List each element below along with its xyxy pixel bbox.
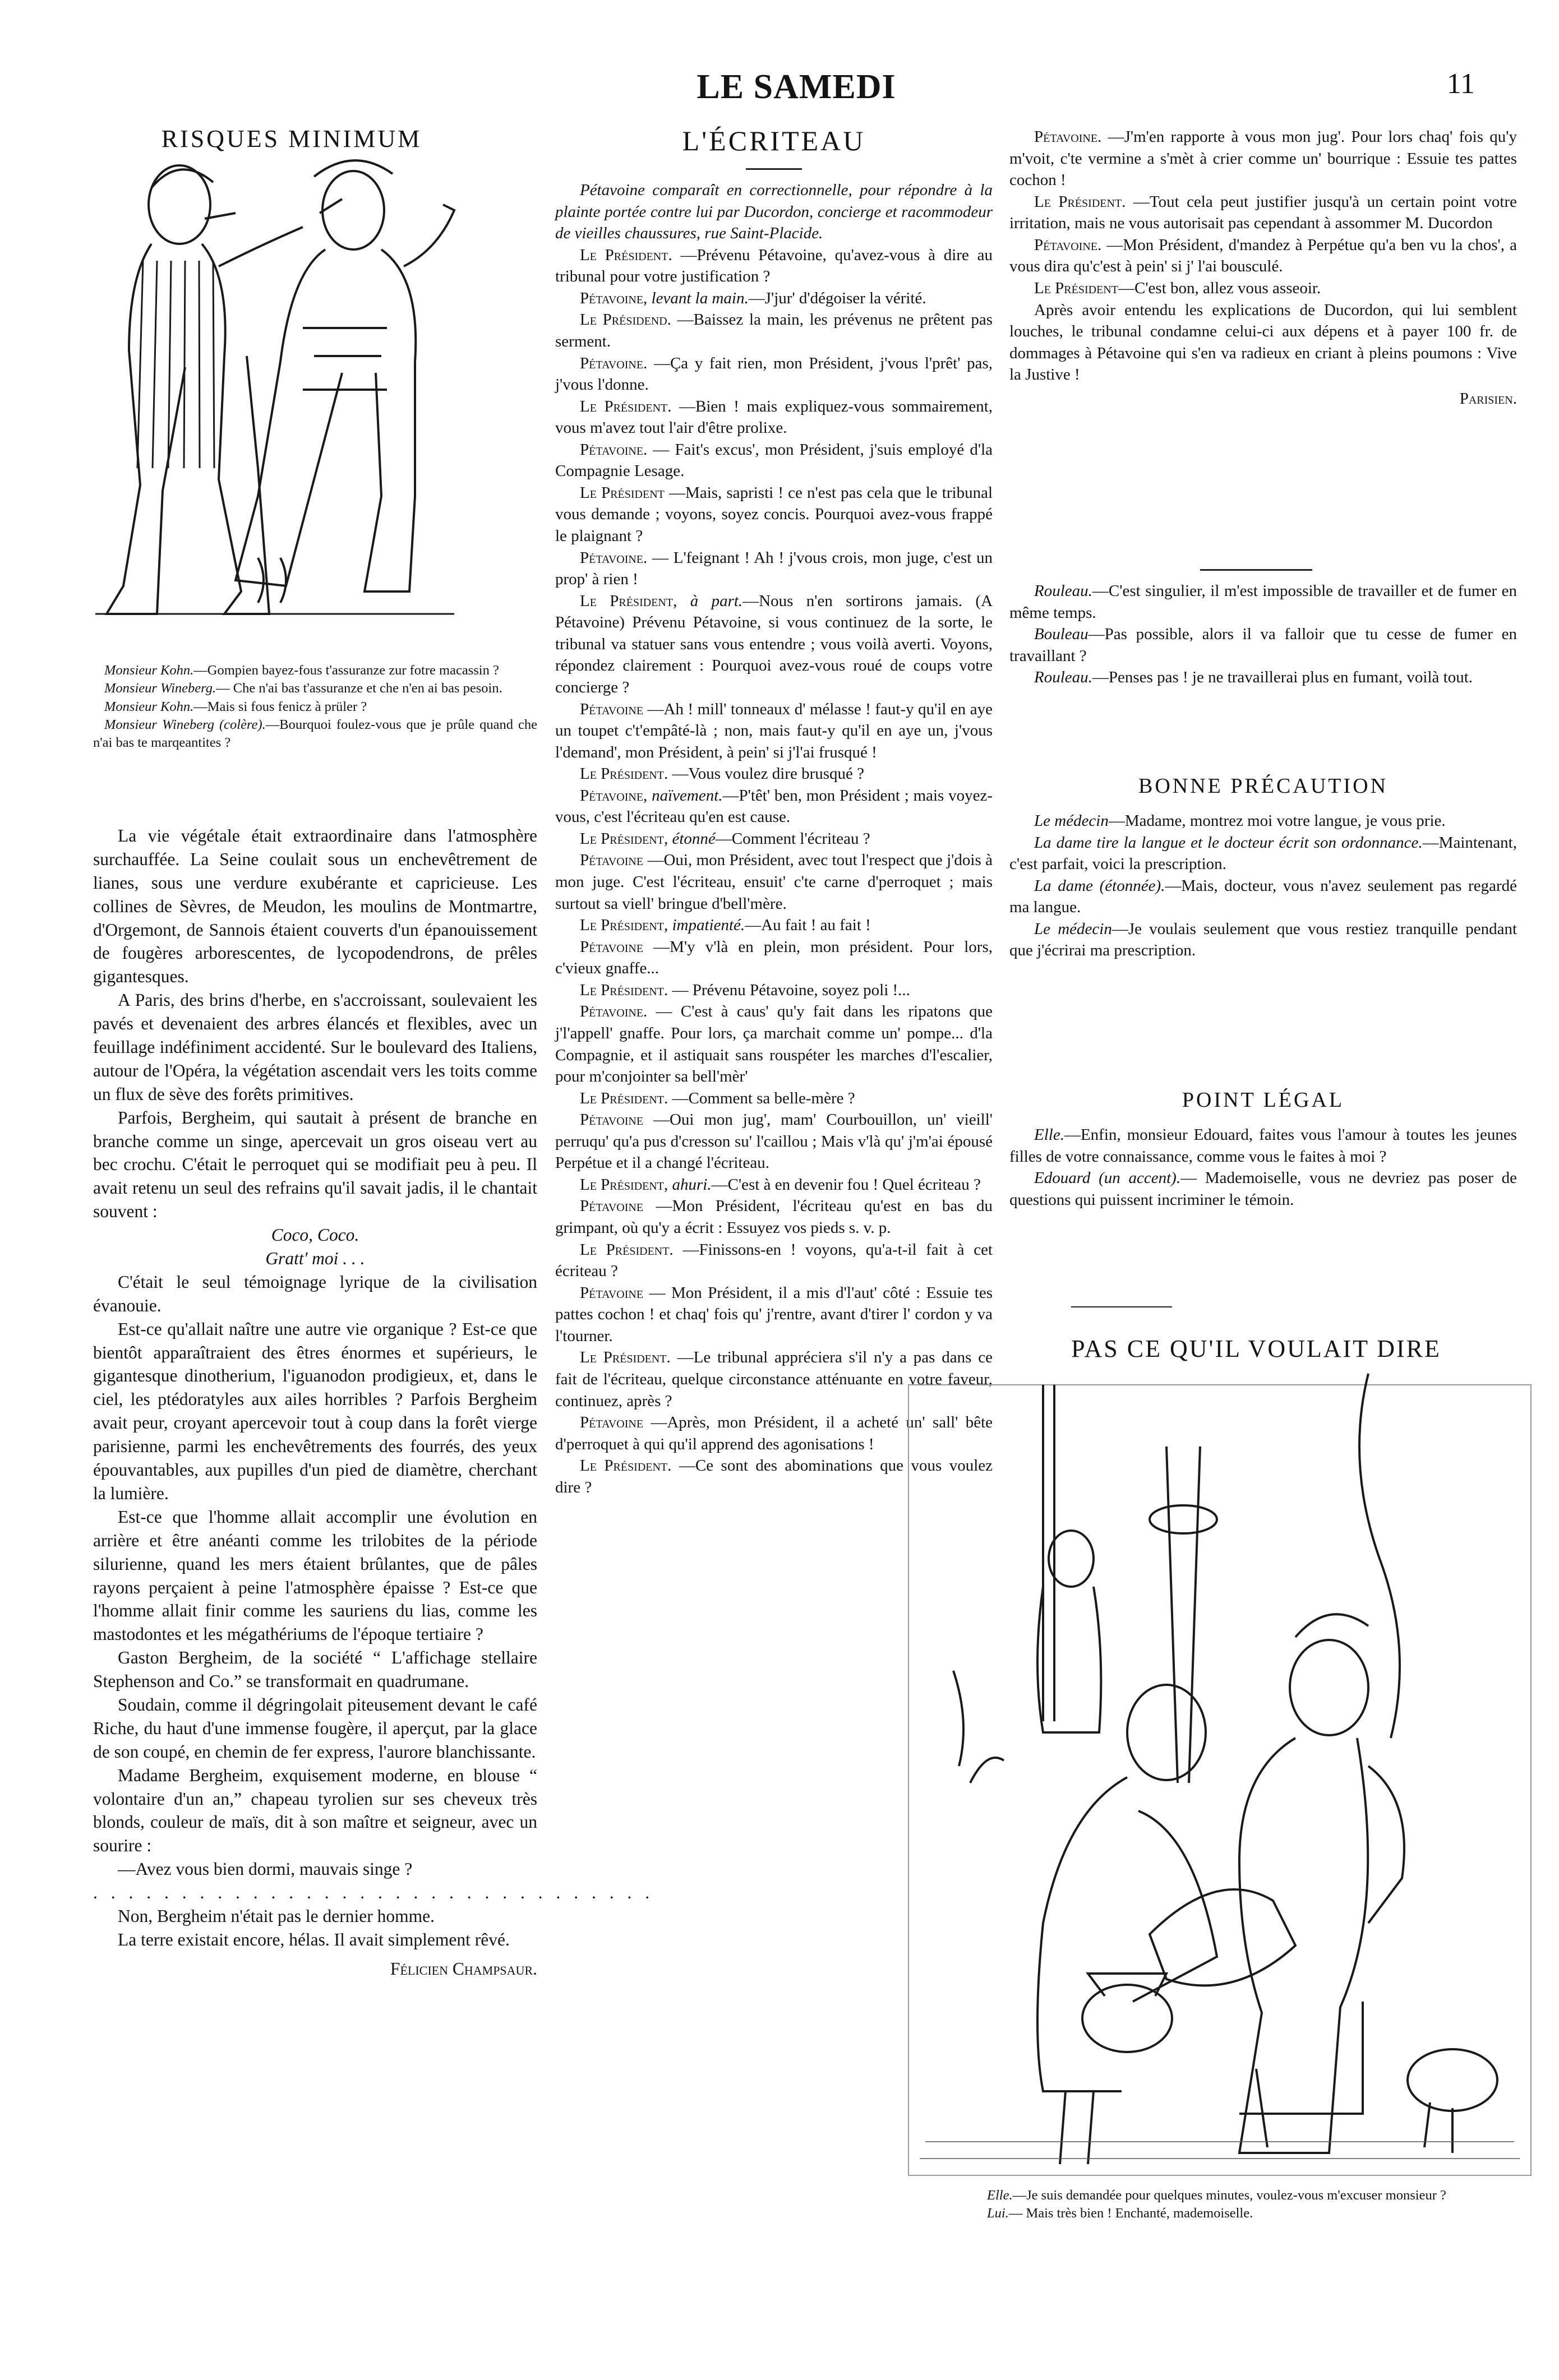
paragraph: La vie végétale était extraordinaire dans l'atmosphère surchauffée. La Seine coulait sous un enchevêtrement de lianes, sous une verdure exubérante et capricieuse. Les collines de Sèvres, de Meudon, les moulins de Montmartre, d'Orgemont, de Sannois étaient couverts d'un épanouissement de fougères arborescentes, de lycopodendrons, de prêles gigantesques. (93, 826, 537, 987)
dialogue-text: —Comment l'écriteau ? (715, 829, 870, 848)
dialogue-line: La dame (étonnée).—Mais, docteur, vous n'avez seulement pas regardé ma langue. (1009, 876, 1517, 917)
speaker-name: Pétavoine (580, 1197, 644, 1216)
dialogue-line (555, 1001, 993, 1087)
stage-direction: étonné (672, 829, 716, 848)
verse-line: Gratt' moi . . . (265, 1249, 365, 1269)
dialogue-line (555, 547, 993, 590)
dialogue-line (555, 849, 993, 914)
dialogue-line: Elle.—Enfin, monsieur Edouard, faites vous l'amour à toutes les jeunes filles de votre connaissance, comme vous le faites à moi ? (1009, 1126, 1517, 1166)
dialogue-text: —Prévenu Pétavoine, qu'avez-vous à dire au tribunal pour votre justification ? (555, 246, 993, 286)
joke-precaution (1009, 810, 1517, 962)
dialogue-line (555, 699, 993, 764)
dialogue-text: —Après, mon Président, il a acheté un' sall' bête d'perroquet à qui qu'il apprend des agonisations ! (555, 1413, 993, 1453)
dialogue-line (1009, 126, 1517, 191)
speaker-name: Pétavoine (580, 937, 644, 956)
joke-point-legal (1009, 1124, 1517, 1210)
caption-line-2: Monsieur Wineberg.— Che n'ai bas t'assuranze et che n'en ai bas pesoin. (104, 681, 502, 696)
dialogue-line (555, 979, 993, 1001)
title-rule (746, 168, 802, 170)
dialogue-line (555, 914, 993, 936)
dialogue-text: —Le tribunal appréciera s'il n'y a pas dans ce fait de l'écriteau, quelque circonstance atténuante en votre faveur, continuez, après ? (555, 1348, 993, 1410)
intro: Pétavoine comparaît en correctionnelle, pour répondre à la plainte portée contre lui par Ducordon, concierge et racommodeur de vieilles chaussures, rue Saint-Placide. (555, 181, 993, 243)
speaker-name: Le Président. (580, 1089, 668, 1107)
dialogue-line (555, 590, 993, 699)
dialogue-text: —Baissez la main, les prévenus ne prêtent pas serment. (555, 311, 993, 350)
speaker-name: Le Président (580, 483, 665, 502)
dialogue-text: —Ça y fait rien, mon Président, j'vous l'prêt' pas, j'vous l'donne. (555, 354, 993, 394)
dialogue-line: Bouleau—Pas possible, alors il va falloir que tu cesse de fumer en travaillant ? (1009, 625, 1517, 665)
paragraph: C'était le seul témoignage lyrique de la civilisation évanouie. (93, 1272, 537, 1315)
dialogue-text: — C'est à caus' qu'y fait dans les ripatons que j'l'appell' gnaffe. Pour lors, ça marchait comme un' pompe... d'la Compagnie, et il astiquait sans rouspéter les marches d'l'escalier, pour m'conjointer sa bell'mèr' (555, 1002, 993, 1086)
dialogue-text: —Finissons-en ! voyons, qu'a-t-il fait à cet écriteau ? (555, 1240, 993, 1281)
dialogue-line (555, 1239, 993, 1282)
parlor-scene-caption (976, 2187, 1480, 2223)
dialogue-line: Le médecin—Je voulais seulement que vous restiez tranquille pendant que j'écrirai ma prescription. (1009, 919, 1517, 960)
dialogue-line (555, 1195, 993, 1238)
stage-direction: ahuri. (672, 1175, 712, 1194)
author-signature: Parisien. (1459, 389, 1517, 408)
dialogue-text: —Vous voulez dire brusqué ? (672, 765, 865, 783)
speaker-name: Le Président, (580, 1175, 668, 1194)
section-title-point-legal: POINT LÉGAL (1182, 1088, 1345, 1112)
article-title-risques: RISQUES MINIMUM (161, 125, 422, 152)
article-body-ecriteau-continued (1009, 126, 1517, 409)
dialogue-line: Edouard (un accent).— Mademoiselle, vous ne devriez pas poser de questions qui puissent incriminer le témoin. (1009, 1169, 1517, 1209)
dialogue-text: — Prévenu Pétavoine, soyez poli !... (672, 981, 910, 999)
caption-line-4: Monsieur Wineberg (colère).—Bourquoi foulez-vous que je prûle quand che n'ai bas te marqeantites ? (93, 717, 537, 751)
speaker-name: Le Présidend. (580, 311, 671, 329)
caption-line-1: Monsieur Kohn.—Gompien bayez-fous t'assuranze zur fotre macassin ? (104, 663, 499, 678)
speaker-name: Pétavoine, (580, 289, 648, 307)
speaker-name: Pétavoine. (1034, 128, 1102, 146)
speaker-name: Pétavoine. (1034, 235, 1102, 254)
stage-direction: impatienté. (672, 916, 745, 935)
dialogue-text: —C'est à en devenir fou ! Quel écriteau ? (711, 1175, 981, 1194)
author-signature: Félicien Champsaur. (390, 1958, 537, 1979)
paragraph: Madame Bergheim, exquisement moderne, en blouse “ volontaire d'un an,” chapeau tyrolien sur ses cheveux très blonds, couleur de maïs, dit à son maître et seigneur, avec un sourire : (93, 1765, 537, 1856)
speaker-name: Le Président. (580, 246, 672, 264)
dialogue-text: —J'jur' d'dégoiser la vérité. (748, 289, 926, 307)
separator-dots: . . . . . . . . . . . . . . . . . . . . . . . . . . . . . . . . (93, 1883, 654, 1903)
speaker-name: Le Président. (580, 981, 668, 999)
dialogue-text: —Nous n'en sortirons jamais. (A Pétavoine) Prévenu Pétavoine, si vous continuez de la sorte, le tribunal va statuer sans vous entendre ; vous voilà averti. Voyons, répondez clairement : Pourquoi avez-vous roué de coups votre concierge ? (555, 591, 993, 696)
speaker-name: Pétavoine (580, 851, 644, 870)
dialogue-line (555, 936, 993, 979)
dialogue-text: — L'feignant ! Ah ! j'vous crois, mon juge, c'est un prop' à rien ! (555, 548, 993, 589)
speaker-name: Pétavoine. (580, 548, 648, 567)
paragraph: A Paris, des brins d'herbe, en s'accroissant, soulevaient les pavés et devenaient des arbres élancés et flexibles, avec un feuillage indéfiniment accidenté. Sur le boulevard des Italiens, autour de l'Opéra, la végétation ascendait vers les toits comme un flux de sève des forêts primitives. (93, 990, 537, 1104)
section-rule (1071, 1306, 1172, 1307)
speaker-name: Le Président. (580, 397, 672, 415)
cartoon-captions (93, 662, 537, 752)
speaker-name: Le Président. (580, 1348, 671, 1367)
dialogue-list (555, 244, 993, 1499)
dialogue-text: —J'm'en rapporte à vous mon jug'. Pour lors chaq' fois qu'y m'voit, c'te vermine a s'mèt à crier comme un' bourrique : Essuie tes pattes cochon ! (1009, 128, 1517, 190)
speaker-name: Pétavoine. (580, 440, 648, 459)
dialogue-line (555, 482, 993, 547)
dialogue-line (555, 396, 993, 439)
dialogue-line (555, 1282, 993, 1347)
speaker-name: Pétavoine (580, 1283, 644, 1302)
speaker-name: Pétavoine. (580, 354, 648, 372)
dialogue-text: —Oui mon jug', mam' Courbouillon, un' vieill' perruqu' qu'a pus d'cresson su' l'caillou ; Mais v'là qu' j'm'ai épousé Perpétue et il a changé l'écriteau. (555, 1111, 993, 1172)
dialogue-line: Rouleau.—Penses pas ! je ne travaillerai plus en fumant, voilà tout. (1034, 668, 1473, 687)
dialogue-text: —Bien ! mais expliquez-vous sommairement, vous m'avez tout l'air d'être prolixe. (555, 397, 993, 437)
cartoon-two-men-illustration (90, 154, 460, 642)
dialogue-text: —Comment sa belle-mère ? (672, 1089, 855, 1107)
dialogue-line (555, 439, 993, 482)
speaker-name: Le Président, (580, 591, 677, 610)
dialogue-line (555, 1109, 993, 1174)
stage-direction: à part. (690, 591, 743, 610)
dialogue-line (1009, 191, 1517, 234)
dialogue-text: — Mon Président, il a mis d'l'aut' côté : Essuie tes pattes cochon ! et chaq' fois qu' j'rentre, avant d'tirer l' cordon y va l'tourner. (555, 1283, 993, 1345)
caption-line: Lui.— Mais très bien ! Enchanté, mademoiselle. (987, 2206, 1253, 2221)
speaker-name: Le Président. (1034, 192, 1126, 211)
section-rule (1200, 569, 1312, 571)
dialogue-line: Rouleau.—C'est singulier, il m'est impossible de travailler et de fumer en même temps. (1009, 582, 1517, 622)
dialogue-line (555, 288, 993, 309)
article-body-ecriteau (555, 179, 993, 1498)
paragraph: Gaston Bergheim, de la société “ L'affichage stellaire Stephenson and Co.” se transformait en quadrumane. (93, 1648, 537, 1692)
caption-line: Elle.—Je suis demandée pour quelques minutes, voulez-vous m'excuser monsieur ? (987, 2188, 1446, 2203)
speaker-name: Le Président. (580, 1240, 674, 1259)
speaker-name: Le Président, (580, 916, 668, 935)
dialogue-line (555, 353, 993, 396)
paragraph: La terre existait encore, hélas. Il avait simplement rêvé. (118, 1929, 510, 1949)
speaker-name: Pétavoine (580, 700, 644, 718)
dialogue-line (555, 1088, 993, 1110)
dialogue-line (555, 785, 993, 828)
dialogue-line: Le médecin—Madame, montrez moi votre langue, je vous prie. (1034, 812, 1446, 830)
parlor-scene-illustration (903, 1374, 1537, 2187)
stage-direction: levant la main. (651, 289, 749, 307)
dialogue-text: —P'têt' ben, mon Président ; mais voyez-vous, c'est l'écriteau qu'en est cause. (555, 786, 993, 826)
speaker-name: Pétavoine. (580, 1002, 648, 1021)
dialogue-line (555, 763, 993, 785)
dialogue-line (555, 828, 993, 850)
dialogue-text: —Oui, mon Président, avec tout l'respect que j'dois à mon juge. C'est l'écriteau, ensuit' c'te carne d'perroquet ; mais surtout sa viell' bringue d'bell'mère. (555, 851, 993, 913)
speaker-name: Le Président. (580, 765, 668, 783)
dialogue-text: —Mon Président, d'mandez à Perpétue qu'a ben vu la chos', a vous dira qu'c'est à pein' si j' l'ai bousculé. (1009, 235, 1518, 276)
verse-line: Coco, Coco. (271, 1225, 359, 1245)
dialogue-line: La dame tire la langue et le docteur écrit son ordonnance.—Maintenant, c'est parfait, voici la prescription. (1009, 833, 1517, 874)
paragraph: —Avez vous bien dormi, mauvais singe ? (118, 1859, 413, 1879)
article-title-ecriteau: L'ÉCRITEAU (682, 125, 866, 156)
joke-rouleau (1009, 580, 1517, 688)
cartoon-title-pas-ce-qu-il: PAS CE QU'IL VOULAIT DIRE (1071, 1335, 1441, 1362)
dialogue-text: —Ah ! mill' tonneaux d' mélasse ! faut-y qu'il en aye un toupet c't'empâté-là ; non, mais faut-y qu'il en aye un, j'vous l'demand', mon Président, à pein' si j'l'ai frusqué ! (555, 700, 993, 761)
speaker-name: Pétavoine, (580, 786, 648, 805)
dialogue-text: —Mais, sapristi ! ce n'est pas cela que le tribunal vous demande ; voyons, soyez concis. Pourquoi avez-vous frappé le plaignant ? (555, 483, 993, 545)
dialogue-line: Le Président—C'est bon, allez vous asseoir. (1034, 279, 1321, 297)
dialogue-text: — Fait's excus', mon Président, j'suis employé d'la Compagnie Lesage. (555, 440, 993, 480)
dialogue-line (555, 244, 993, 288)
dialogue-text: —Tout cela peut justifier jusqu'à un certain point votre irritation, mais ne vous autorisait pas cependant à assommer M. Ducordon (1009, 192, 1517, 233)
dialogue-line (1009, 234, 1517, 278)
speaker-name: Pétavoine (580, 1111, 644, 1129)
dialogue-text: —M'y v'là en plein, mon président. Pour lors, c'vieux gnaffe... (555, 937, 993, 978)
speaker-name: Le Président, (580, 829, 668, 848)
caption-line-3: Monsieur Kohn.—Mais si fous fenicz à prüler ? (104, 699, 367, 714)
speaker-name: Pétavoine (580, 1413, 644, 1432)
speaker-name: Le Président. (580, 1457, 672, 1475)
page-number: 11 (1446, 68, 1475, 100)
masthead: LE SAMEDI (697, 68, 896, 106)
section-title-bonne-precaution: BONNE PRÉCAUTION (1138, 774, 1389, 798)
dialogue-text: —Mon Président, l'écriteau qu'est en bas du grimpant, où qu'y a écrit : Essuyez vos pieds s. v. p. (555, 1197, 993, 1237)
dialogue-text: —Ce sont des abominations que vous voulez dire ? (555, 1457, 993, 1496)
dialogue-line (555, 1174, 993, 1196)
stage-direction: naïvement. (652, 786, 723, 805)
paragraph: Non, Bergheim n'était pas le dernier homme. (118, 1906, 435, 1926)
paragraph: Soudain, comme il dégringolait piteusement devant le café Riche, du haut d'une immense fougère, il aperçut, par la glace de son coupé, en chemin de fer express, l'aurore blanchissante. (93, 1694, 537, 1762)
paragraph: Est-ce que l'homme allait accomplir une évolution en arrière et être anéanti comme les trilobites de la période silurienne, quand les mers étaient brûlantes, que de pâles rayons perçaient à peine l'atmosphère épaisse ? Est-ce que l'homme allait finir comme les sauriens du lias, comme les mastodontes et les mégathériums de l'époque tertiaire ? (93, 1506, 537, 1644)
dialogue-text: —Au fait ! au fait ! (745, 916, 871, 935)
dialogue-line (555, 309, 993, 352)
paragraph: Après avoir entendu les explications de Ducordon, qui lui semblent louches, le tribunal condamne celui-ci aux dépens et à payer 100 fr. de dommages à Pétavoine qui s'en va radieux en criant à pleins poumons : Vive la Justive ! (1009, 301, 1517, 384)
paragraph: Est-ce qu'allait naître une autre vie organique ? Est-ce que bientôt apparaîtraient des êtres énormes et supérieurs, le gigantesque dinotherium, l'iguanodon prodigieux, et, dans le ciel, les ptédoratyles aux ailes horribles ? Parfois Bergheim avait peur, croyant apercevoir tout à coup dans la forêt vierge parisienne, parmi les enchevêtrements des fourrés, des yeux épouvantables, aux pupilles d'un pied de diamètre, cherchant la lumière. (93, 1319, 537, 1503)
dialogue-list-continued (1009, 126, 1517, 278)
paragraph: Parfois, Bergheim, qui sautait à présent de branche en branche comme un singe, apercevait un gros oiseau vert au bec crochu. C'était le perroquet qui se modifiait peu à peu. Il avait retenu un seul des refrains qu'il savait jadis, il le chantait souvent : (93, 1107, 537, 1222)
